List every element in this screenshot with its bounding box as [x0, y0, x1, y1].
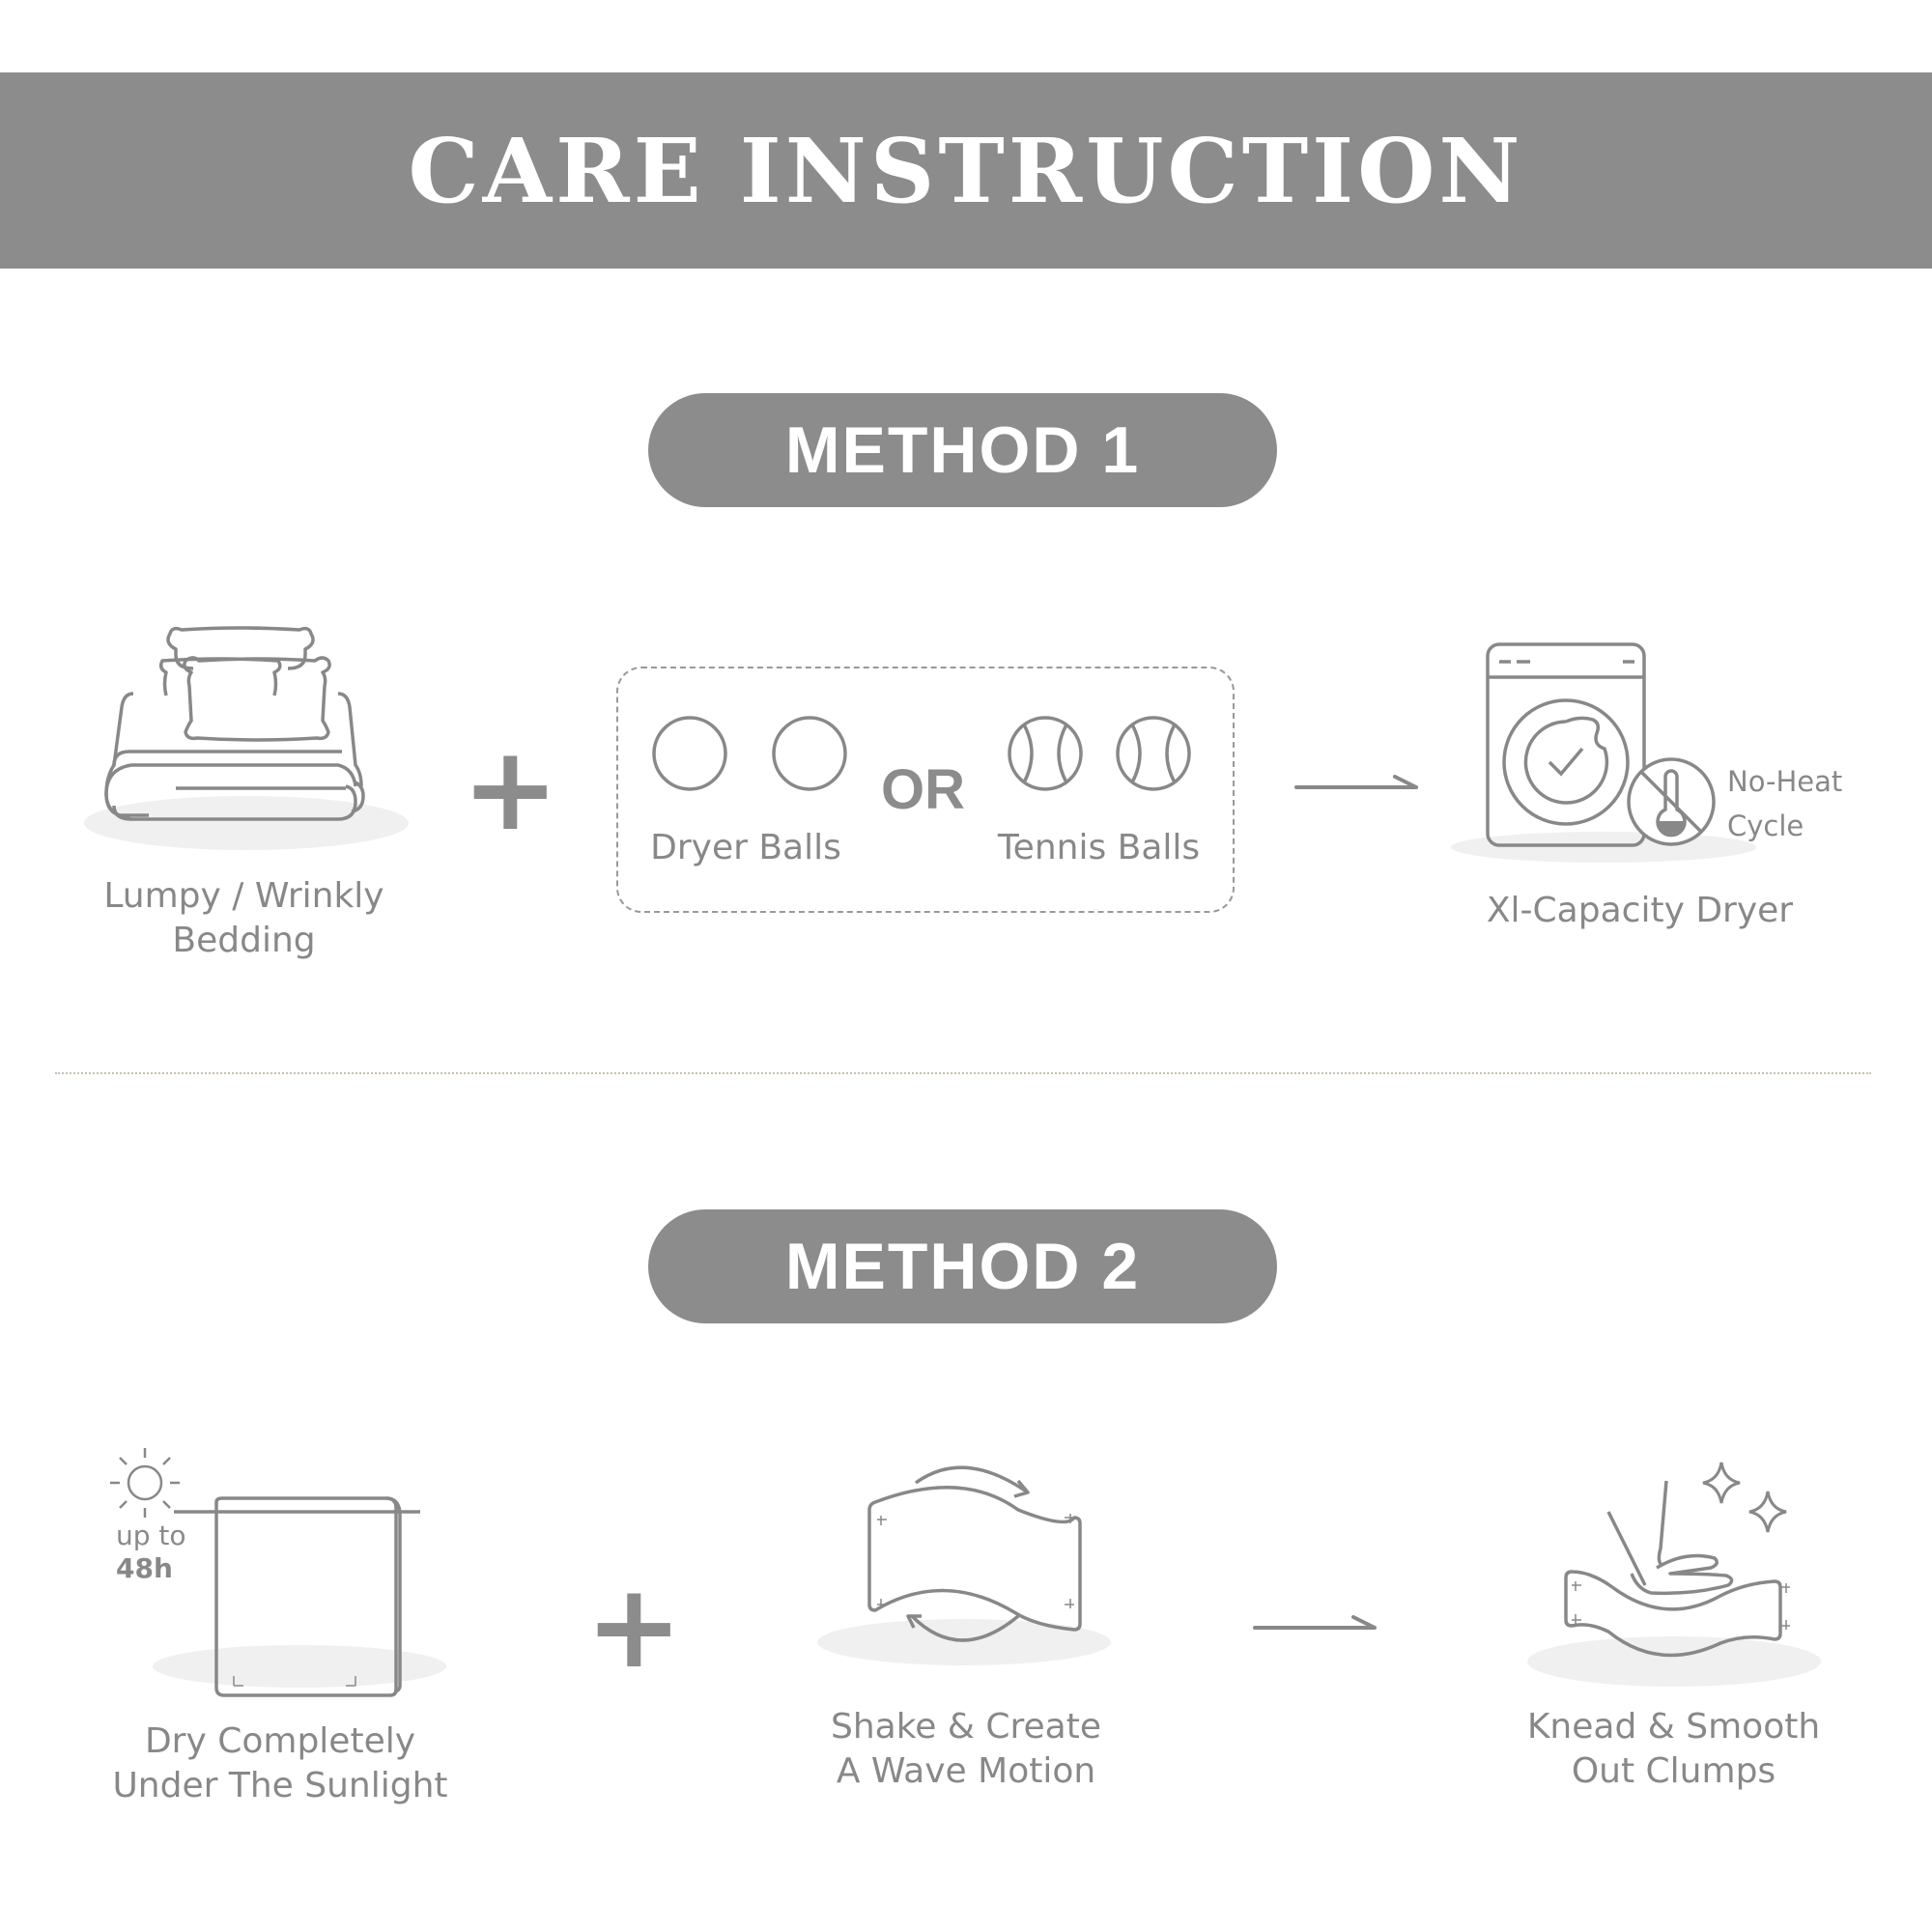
knead-label: Knead & Smooth Out Clumps [1526, 1707, 1821, 1791]
shake-label: Shake & Create A Wave Motion [830, 1707, 1102, 1791]
header-banner [0, 72, 1932, 269]
arrow-right-icon [1294, 771, 1420, 800]
towel-icon [145, 1492, 454, 1705]
method-1-pill: METHOD 1 [648, 393, 1277, 507]
sparkle-icon [1697, 1459, 1746, 1507]
tennis-ball-icon [1007, 715, 1084, 792]
bedding-icon [77, 609, 415, 860]
sun-dry-label: Dry Completely Under The Sunlight [112, 1721, 448, 1805]
bedding-label: Lumpy / Wrinkly Bedding [103, 876, 384, 960]
no-heat-label: No-Heat Cycle [1727, 765, 1843, 842]
dryer-label: Xl-Capacity Dryer [1486, 891, 1794, 930]
dryer-balls-label: Dryer Balls [650, 828, 841, 867]
sparkle-icon [1744, 1488, 1792, 1536]
page-title: CARE INSTRUCTION [408, 118, 1524, 223]
method-2-pill: METHOD 2 [648, 1209, 1277, 1323]
plus-sign-2: + [585, 1560, 683, 1694]
no-heat-icon [1623, 753, 1719, 850]
dryer-ball-icon [651, 715, 728, 792]
tennis-balls-label: Tennis Balls [997, 828, 1201, 867]
shake-icon [811, 1454, 1121, 1666]
arrow-right-icon [1253, 1611, 1378, 1640]
or-text: OR [881, 758, 965, 821]
tennis-ball-icon [1115, 715, 1192, 792]
dryer-ball-icon [771, 715, 848, 792]
section-divider [55, 1072, 1871, 1074]
up-to-48h: up to 48h [116, 1520, 186, 1584]
plus-sign-1: + [462, 723, 559, 857]
